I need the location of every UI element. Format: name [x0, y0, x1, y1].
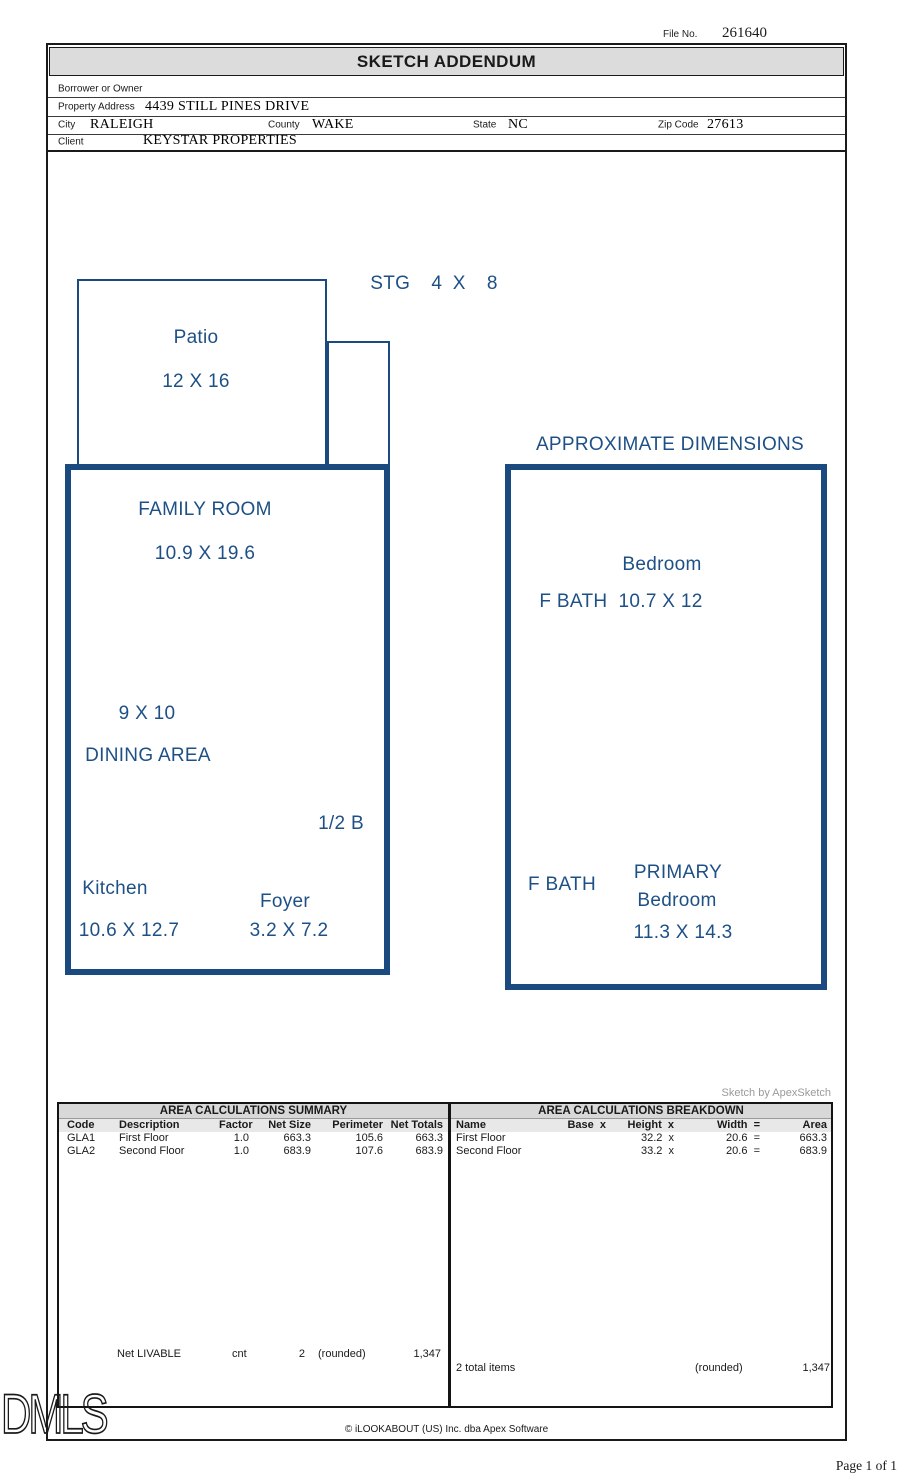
- client-label: Client: [58, 136, 84, 148]
- sketch-by-credit: Sketch by ApexSketch: [721, 1087, 831, 1099]
- file-no-label: File No.: [663, 29, 698, 40]
- col-factor: Factor: [219, 1119, 253, 1131]
- primary-bedroom-line1: PRIMARY: [633, 862, 723, 883]
- state-value: NC: [508, 117, 529, 132]
- borrower-label: Borrower or Owner: [58, 83, 143, 94]
- summary-table-title: AREA CALCULATIONS SUMMARY: [59, 1104, 448, 1119]
- col-base: Base x: [567, 1119, 606, 1131]
- primary-bath-label: F BATH: [528, 874, 596, 895]
- client-value: KEYSTAR PROPERTIES: [143, 133, 297, 148]
- total-items-label: 2 total items: [456, 1362, 516, 1374]
- patio-name: Patio: [173, 327, 219, 348]
- page-number: Page 1 of 1: [835, 1458, 897, 1473]
- kitchen-dims: 10.6 X 12.7: [78, 920, 180, 941]
- property-address-label: Property Address: [58, 101, 135, 112]
- foyer-dims: 3.2 X 7.2: [249, 920, 329, 941]
- client-row: [48, 134, 845, 152]
- cnt-value: 2: [298, 1348, 305, 1360]
- col-net-totals: Net Totals: [390, 1119, 443, 1131]
- col-net-size: Net Size: [268, 1119, 311, 1131]
- table-row: Second Floor 33.2 x 20.6 = 683.9: [456, 1145, 827, 1157]
- zip-value: 27613: [707, 117, 744, 132]
- zip-label: Zip Code: [658, 119, 699, 131]
- dining-dims: 9 X 10: [118, 703, 176, 724]
- bedroom2-bath-dims: F BATH 10.7 X 12: [539, 591, 703, 612]
- storage-outline: [327, 341, 390, 466]
- breakdown-table-title: AREA CALCULATIONS BREAKDOWN: [451, 1104, 831, 1119]
- file-no-value: 261640: [722, 25, 767, 41]
- property-address-row: [48, 97, 845, 117]
- table-row: GLA1 First Floor 1.0 663.3 105.6 663.3: [67, 1132, 443, 1144]
- rounded-label: (rounded): [318, 1348, 366, 1360]
- net-livable-label: Net LIVABLE: [117, 1348, 181, 1360]
- approximate-dimensions-title: APPROXIMATE DIMENSIONS: [535, 434, 805, 455]
- breakdown-table: [451, 1104, 831, 1406]
- family-room-name: FAMILY ROOM: [138, 499, 272, 520]
- storage-label: STG 4 X 8: [370, 273, 498, 294]
- net-livable-total: 1,347: [413, 1348, 441, 1360]
- county-value: WAKE: [312, 117, 354, 132]
- breakdown-total: 1,347: [802, 1362, 830, 1374]
- col-perimeter: Perimeter: [332, 1119, 383, 1131]
- rounded-label: (rounded): [695, 1362, 743, 1374]
- col-description: Description: [119, 1119, 180, 1131]
- family-room-dims: 10.9 X 19.6: [154, 543, 256, 564]
- breakdown-table-header: [451, 1119, 831, 1132]
- state-label: State: [473, 119, 497, 131]
- dining-name: DINING AREA: [85, 745, 211, 766]
- col-name: Name: [456, 1119, 486, 1131]
- kitchen-name: Kitchen: [82, 878, 148, 899]
- col-code: Code: [67, 1119, 95, 1131]
- copyright-line: © iLOOKABOUT (US) Inc. dba Apex Software: [344, 1424, 549, 1435]
- col-width: Width =: [717, 1119, 760, 1131]
- table-row: GLA2 Second Floor 1.0 683.9 107.6 683.9: [67, 1145, 443, 1157]
- area-calculations-tables: [57, 1102, 833, 1408]
- dmls-watermark: DMLS: [1, 1382, 106, 1445]
- half-bath-label: 1/2 B: [318, 813, 364, 834]
- foyer-name: Foyer: [259, 891, 311, 912]
- bedroom2-name: Bedroom: [622, 554, 702, 575]
- patio-dims: 12 X 16: [162, 371, 230, 392]
- summary-table-header: [59, 1119, 448, 1132]
- primary-bedroom-line2: Bedroom: [637, 890, 717, 911]
- table-row: First Floor 32.2 x 20.6 = 663.3: [456, 1132, 827, 1144]
- col-height: Height x: [627, 1119, 674, 1131]
- county-label: County: [268, 119, 300, 131]
- city-value: RALEIGH: [90, 117, 154, 132]
- page-title: SKETCH ADDENDUM: [49, 47, 844, 76]
- col-area: Area: [802, 1119, 827, 1131]
- primary-bedroom-dims: 11.3 X 14.3: [633, 922, 733, 943]
- document-frame: [46, 43, 847, 1441]
- borrower-row: [48, 80, 845, 98]
- city-label: City: [58, 119, 76, 131]
- property-address-value: 4439 STILL PINES DRIVE: [145, 99, 310, 114]
- cnt-label: cnt: [232, 1348, 247, 1360]
- summary-table: [59, 1104, 448, 1406]
